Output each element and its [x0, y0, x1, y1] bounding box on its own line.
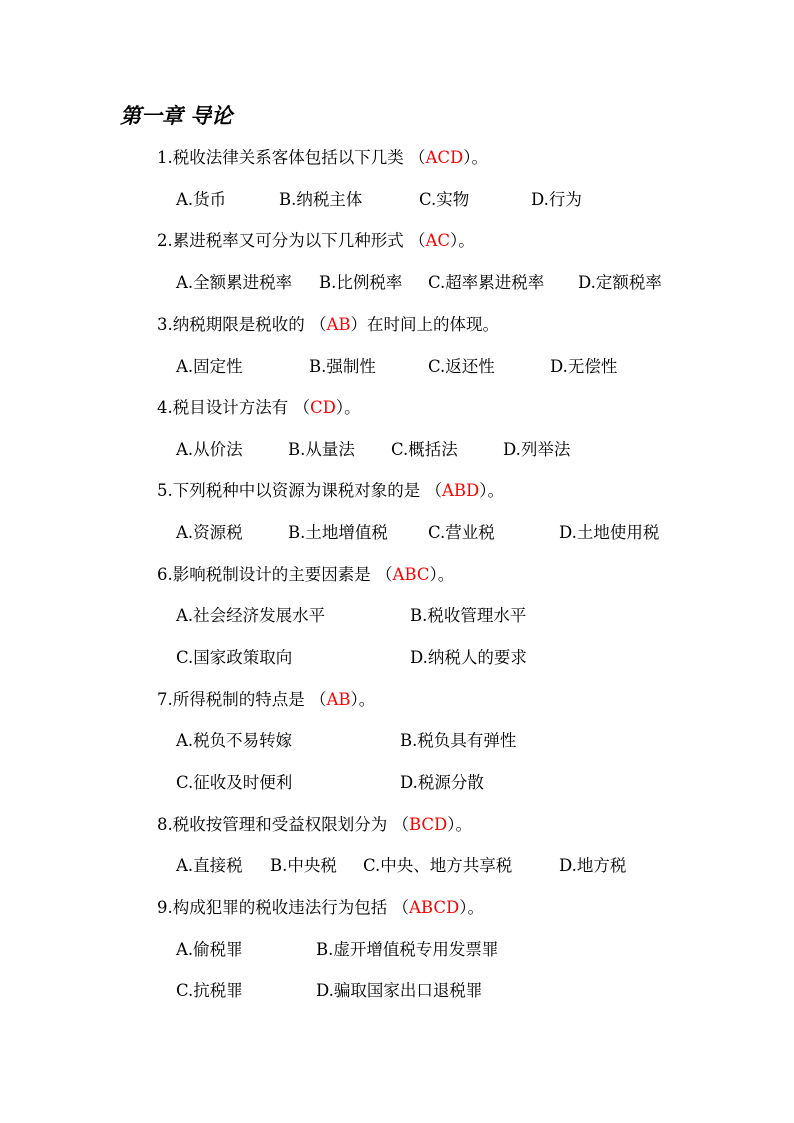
option-c: C.实物 — [419, 190, 470, 209]
question-1 — [157, 146, 488, 170]
answer-key: AC — [425, 231, 451, 250]
option-c: C.营业税 — [428, 523, 495, 542]
question-text: 3.纳税期限是税收的 （ — [157, 315, 327, 334]
option-c: C.概括法 — [391, 440, 458, 459]
option-d: D.地方税 — [559, 856, 627, 875]
option-b: B.税收管理水平 — [410, 606, 527, 625]
option-b: B.中央税 — [270, 856, 337, 875]
question-9 — [157, 896, 484, 920]
question-text: 1.税收法律关系客体包括以下几类 （ — [157, 148, 426, 167]
option-a: A.社会经济发展水平 — [176, 606, 326, 625]
question-3 — [157, 313, 499, 337]
option-a: A.全额累进税率 — [176, 273, 293, 292]
question-7 — [157, 688, 375, 712]
option-b: B.从量法 — [288, 440, 355, 459]
option-a: A.税负不易转嫁 — [176, 731, 293, 750]
question-suffix: ）。 — [335, 398, 361, 417]
question-suffix: ）。 — [429, 565, 455, 584]
answer-key: AB — [326, 315, 351, 334]
option-c: C.征收及时便利 — [176, 773, 293, 792]
option-d: D.行为 — [531, 190, 582, 209]
option-d: D.税源分散 — [400, 773, 484, 792]
option-d: D.无偿性 — [550, 357, 618, 376]
option-a: A.偷税罪 — [176, 940, 243, 959]
answer-key: ABD — [442, 481, 480, 500]
option-a: A.固定性 — [176, 357, 243, 376]
answer-key: ABCD — [409, 898, 460, 917]
option-d: D.定额税率 — [578, 273, 662, 292]
answer-key: BCD — [409, 815, 448, 834]
question-suffix: ）。 — [447, 815, 473, 834]
question-suffix: ）。 — [459, 898, 484, 917]
question-8 — [157, 813, 472, 837]
chapter-title: 第一章 导论 — [120, 103, 233, 128]
option-b: B.强制性 — [309, 357, 376, 376]
question-2 — [157, 229, 475, 253]
option-b: B.比例税率 — [319, 273, 403, 292]
question-text: 5.下列税种中以资源为课税对象的是 （ — [157, 481, 442, 500]
option-c: C.返还性 — [428, 357, 495, 376]
option-b: B.税负具有弹性 — [400, 731, 517, 750]
question-text: 4.税目设计方法有 （ — [157, 398, 310, 417]
question-text: 7.所得税制的特点是 （ — [157, 690, 327, 709]
option-d: D.纳税人的要求 — [410, 648, 527, 667]
option-d: D.土地使用税 — [559, 523, 660, 542]
option-a: A.货币 — [176, 190, 227, 209]
question-text: 9.构成犯罪的税收违法行为包括 （ — [157, 898, 409, 917]
option-d: D.列举法 — [503, 440, 571, 459]
option-a: A.从价法 — [176, 440, 243, 459]
question-suffix: ）。 — [463, 148, 489, 167]
option-c: C.抗税罪 — [176, 981, 243, 1000]
answer-key: AB — [326, 690, 351, 709]
question-text: 8.税收按管理和受益权限划分为 （ — [157, 815, 409, 834]
option-a: A.资源税 — [176, 523, 243, 542]
option-c: C.国家政策取向 — [176, 648, 293, 667]
question-text: 2.累进税率又可分为以下几种形式 （ — [157, 231, 426, 250]
answer-key: CD — [310, 398, 336, 417]
question-suffix: ）在时间上的体现。 — [350, 315, 500, 334]
question-suffix: ）。 — [350, 690, 376, 709]
answer-key: ACD — [425, 148, 464, 167]
question-4 — [157, 396, 361, 420]
option-b: B.纳税主体 — [279, 190, 363, 209]
answer-key: ABC — [392, 565, 430, 584]
question-6 — [157, 563, 454, 587]
question-5 — [157, 479, 504, 503]
option-c: C.超率累进税率 — [428, 273, 545, 292]
option-a: A.直接税 — [176, 856, 243, 875]
option-c: C.中央、地方共享税 — [363, 856, 513, 875]
option-b: B.土地增值税 — [288, 523, 388, 542]
question-suffix: ）。 — [479, 481, 505, 500]
option-b: B.虚开增值税专用发票罪 — [316, 940, 499, 959]
question-suffix: ）。 — [450, 231, 475, 250]
option-d: D.骗取国家出口退税罪 — [316, 981, 483, 1000]
question-text: 6.影响税制设计的主要因素是 （ — [157, 565, 393, 584]
